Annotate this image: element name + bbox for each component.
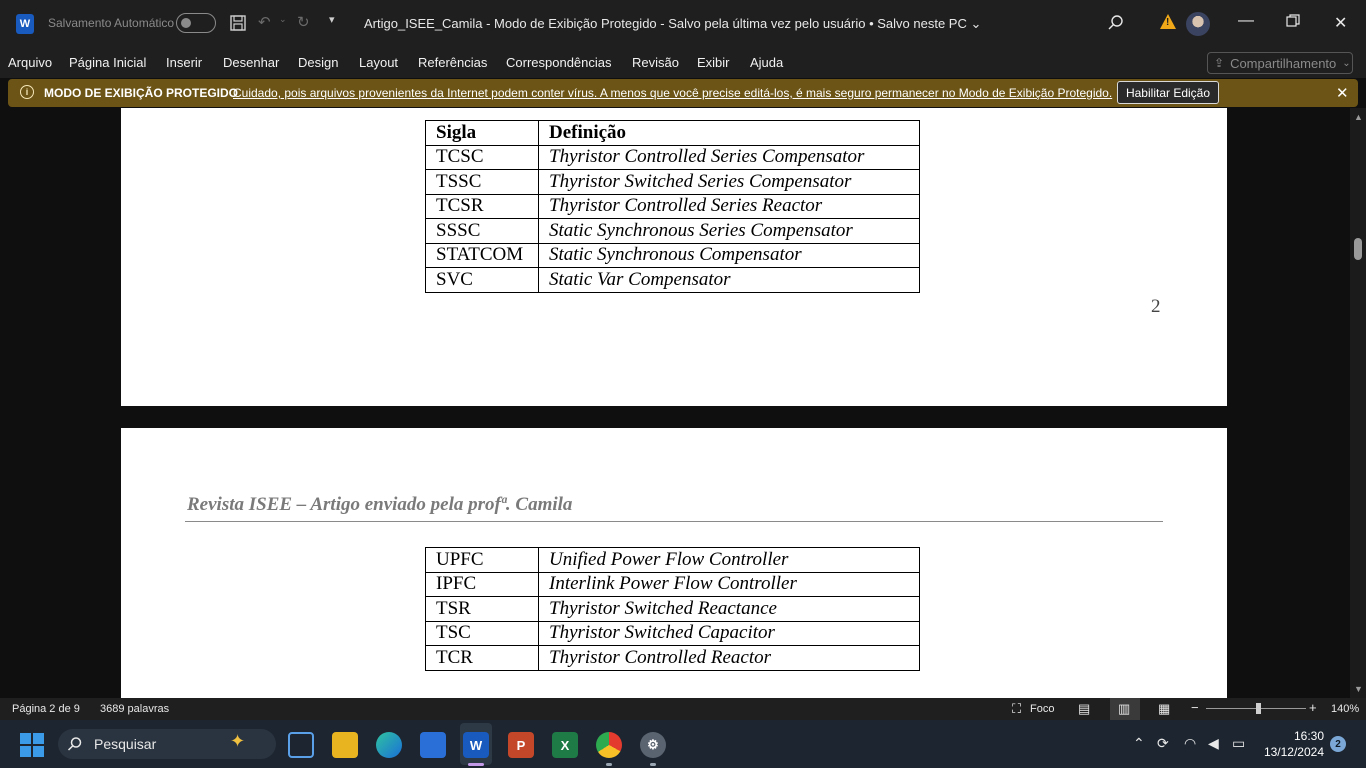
- table-row: [426, 268, 920, 293]
- menu-exibir[interactable]: Exibir: [697, 55, 730, 70]
- table-row: [426, 597, 920, 622]
- menu-desenhar[interactable]: Desenhar: [223, 55, 280, 70]
- windows-start-icon[interactable]: [20, 733, 44, 757]
- autosave-toggle[interactable]: [176, 13, 216, 33]
- running-app-indicator: [606, 763, 612, 766]
- protected-view-banner: [8, 79, 1358, 107]
- definition-cell: Static Synchronous Compensator: [539, 243, 920, 268]
- acronym-cell: IPFC: [426, 572, 539, 597]
- zoom-level[interactable]: 140%: [1331, 703, 1360, 715]
- acronym-cell: TSC: [426, 621, 539, 646]
- store-icon[interactable]: [420, 732, 446, 758]
- definition-cell: Unified Power Flow Controller: [539, 548, 920, 573]
- definition-cell: Thyristor Controlled Series Reactor: [539, 194, 920, 219]
- menu-referencias[interactable]: Referências: [418, 55, 488, 70]
- minimize-icon[interactable]: —: [1238, 12, 1254, 29]
- info-icon: i: [20, 85, 34, 99]
- share-button[interactable]: [1207, 52, 1353, 74]
- close-icon[interactable]: ✕: [1336, 85, 1349, 102]
- acronym-table-2: [425, 547, 920, 671]
- enable-editing-button[interactable]: Habilitar Edição: [1117, 81, 1219, 104]
- status-bar: [0, 698, 1366, 720]
- document-canvas[interactable]: [0, 108, 1350, 698]
- active-app-indicator: [468, 763, 484, 766]
- acronym-cell: SVC: [426, 268, 539, 293]
- chevron-down-icon: ⌄: [1342, 57, 1351, 69]
- header-divider: [185, 521, 1163, 522]
- page-number: 2: [1151, 296, 1161, 317]
- page-info[interactable]: Página 2 de 9: [12, 703, 80, 715]
- acronym-table-1: [425, 120, 920, 293]
- focus-button[interactable]: Foco: [1030, 703, 1055, 715]
- page-header: Revista ISEE – Artigo enviado pela profª. Camila: [187, 494, 573, 515]
- scroll-thumb[interactable]: [1354, 238, 1362, 260]
- focus-icon: ⛶: [1012, 701, 1022, 716]
- word-app-icon: W: [16, 14, 34, 34]
- menu-correspondencias[interactable]: Correspondências: [506, 55, 612, 70]
- scroll-up-icon[interactable]: ▲: [1354, 112, 1363, 122]
- acronym-cell: SSSC: [426, 219, 539, 244]
- volume-icon[interactable]: ◀: [1208, 735, 1219, 751]
- customize-qat-icon[interactable]: ▾: [329, 14, 335, 26]
- definition-cell: Static Var Compensator: [539, 268, 920, 293]
- zoom-slider-thumb[interactable]: [1256, 703, 1261, 714]
- acronym-cell: TSR: [426, 597, 539, 622]
- acronym-cell: TCSC: [426, 145, 539, 170]
- undo-dropdown-icon[interactable]: ⌄: [279, 14, 287, 24]
- acronym-cell: TCR: [426, 646, 539, 671]
- table-header-row: [426, 121, 920, 146]
- table-row: [426, 219, 920, 244]
- table-row: [426, 243, 920, 268]
- acronym-cell: TCSR: [426, 194, 539, 219]
- edge-icon[interactable]: [376, 732, 402, 758]
- taskbar-clock[interactable]: [1262, 728, 1324, 760]
- banner-title: MODO DE EXIBIÇÃO PROTEGIDO: [44, 86, 239, 100]
- toggle-knob: [181, 18, 191, 28]
- wifi-icon[interactable]: ◠: [1184, 735, 1197, 751]
- undo-icon[interactable]: ↶: [258, 14, 271, 31]
- web-layout-icon[interactable]: ▦: [1158, 701, 1171, 716]
- table-header-cell: Definição: [539, 121, 920, 146]
- table-row: [426, 646, 920, 671]
- settings-gear-icon[interactable]: ⚙: [640, 732, 666, 758]
- acronym-cell: TSSC: [426, 170, 539, 195]
- sync-icon[interactable]: ⟳: [1157, 735, 1169, 751]
- acronym-cell: UPFC: [426, 548, 539, 573]
- excel-icon[interactable]: X: [552, 732, 578, 758]
- definition-cell: Thyristor Switched Series Compensator: [539, 170, 920, 195]
- zoom-in-icon[interactable]: +: [1309, 700, 1317, 715]
- chevron-up-icon[interactable]: ⌃: [1133, 735, 1145, 751]
- share-label: Compartilhamento: [1230, 55, 1337, 71]
- notification-badge[interactable]: 2: [1330, 736, 1346, 752]
- definition-cell: Thyristor Switched Capacitor: [539, 621, 920, 646]
- chevron-down-icon: ⌄: [970, 16, 982, 31]
- save-icon[interactable]: [229, 14, 247, 36]
- zoom-out-icon[interactable]: −: [1191, 700, 1199, 715]
- close-icon[interactable]: ✕: [1334, 15, 1348, 32]
- definition-cell: Thyristor Switched Reactance: [539, 597, 920, 622]
- definition-cell: Thyristor Controlled Reactor: [539, 646, 920, 671]
- clock-date: 13/12/2024: [1263, 745, 1324, 759]
- menu-revisao[interactable]: Revisão: [632, 55, 679, 70]
- table-row: [426, 572, 920, 597]
- menu-pagina-inicial[interactable]: Página Inicial: [69, 55, 147, 70]
- table-row: [426, 621, 920, 646]
- menu-layout[interactable]: Layout: [359, 55, 399, 70]
- page-3: [121, 428, 1227, 698]
- read-mode-icon[interactable]: ▤: [1078, 701, 1091, 716]
- menu-arquivo[interactable]: Arquivo: [8, 55, 53, 70]
- user-avatar[interactable]: [1186, 12, 1210, 36]
- table-row: [426, 170, 920, 195]
- vertical-scrollbar[interactable]: [1350, 108, 1366, 698]
- file-explorer-icon[interactable]: [332, 732, 358, 758]
- document-title-text: Artigo_ISEE_Camila - Modo de Exibição Protegido - Salvo pela última vez pelo usuário • Salvo neste PC: [364, 16, 967, 31]
- document-title[interactable]: [364, 16, 981, 32]
- acronym-cell: STATCOM: [426, 243, 539, 268]
- search-highlight-icon[interactable]: ✦: [230, 731, 246, 751]
- definition-cell: Static Synchronous Series Compensator: [539, 219, 920, 244]
- definition-cell: Interlink Power Flow Controller: [539, 572, 920, 597]
- chrome-icon[interactable]: [596, 732, 622, 758]
- scroll-down-icon[interactable]: ▼: [1354, 684, 1363, 694]
- table-header-cell: Sigla: [426, 121, 539, 146]
- battery-icon[interactable]: ▭: [1232, 735, 1246, 751]
- menu-inserir[interactable]: Inserir: [166, 55, 203, 70]
- share-icon: ⇪: [1214, 56, 1225, 70]
- title-bar: [0, 0, 1366, 48]
- menu-bar: [0, 48, 1366, 78]
- widgets-icon[interactable]: [288, 732, 314, 758]
- word-taskbar-icon[interactable]: W: [463, 732, 489, 758]
- redo-icon[interactable]: ↻: [297, 14, 310, 31]
- table-row: [426, 548, 920, 573]
- page-2: [121, 108, 1227, 406]
- autosave-label: Salvamento Automático: [48, 16, 175, 30]
- table-row: [426, 194, 920, 219]
- menu-ajuda[interactable]: Ajuda: [750, 55, 784, 70]
- running-app-indicator: [650, 763, 656, 766]
- clock-time: 16:30: [1293, 729, 1324, 743]
- banner-message-link[interactable]: Cuidado, pois arquivos provenientes da Internet podem conter vírus. A menos que você precise editá-los, é mais seguro permanecer no Modo de Exibição Protegido.: [233, 86, 1113, 100]
- powerpoint-icon[interactable]: P: [508, 732, 534, 758]
- warning-mark: !: [1166, 17, 1170, 28]
- menu-design[interactable]: Design: [298, 55, 339, 70]
- print-layout-icon[interactable]: ▥: [1118, 701, 1131, 716]
- taskbar-search-placeholder[interactable]: Pesquisar: [94, 736, 157, 752]
- search-icon: [67, 736, 83, 757]
- restore-icon[interactable]: [1286, 14, 1300, 33]
- word-count[interactable]: 3689 palavras: [100, 703, 170, 715]
- search-icon[interactable]: [1107, 14, 1125, 36]
- table-row: [426, 145, 920, 170]
- definition-cell: Thyristor Controlled Series Compensator: [539, 145, 920, 170]
